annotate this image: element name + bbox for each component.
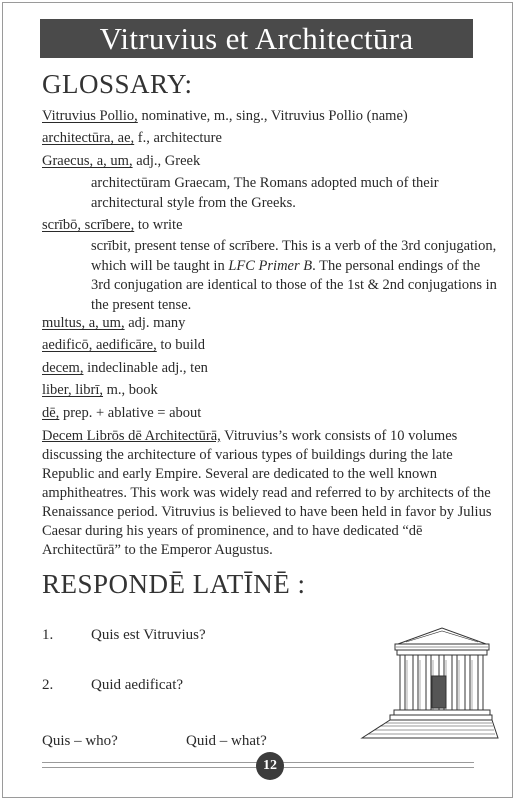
glossary-entry (42, 380, 497, 400)
headword: decem, (42, 360, 84, 376)
book-title: LFC Primer B (228, 257, 313, 274)
definition: adj., Greek (132, 153, 201, 169)
question-number: 1. (42, 627, 54, 643)
page-number: 12 (256, 752, 284, 780)
headword: architectūra, ae, (42, 130, 135, 146)
definition: prep. + ablative = about (59, 405, 202, 421)
definition: indeclinable adj., ten (83, 360, 208, 376)
definition: adj. many (124, 315, 186, 331)
headword: multus, a, um, (42, 315, 125, 331)
temple-illustration (360, 626, 500, 741)
definition: nominative, m., sing., Vitruvius Pollio (name) (137, 108, 408, 124)
vocab-hint: Quid – what? (186, 733, 267, 749)
headword: scrībō, scrībere, (42, 217, 135, 233)
glossary-entry (42, 106, 497, 126)
glossary-note (91, 237, 501, 315)
glossary-entry (42, 427, 502, 560)
title-banner (40, 19, 473, 58)
headword: liber, librī, (42, 382, 104, 398)
glossary-entry (42, 313, 497, 333)
headword: Vitruvius Pollio, (42, 108, 138, 124)
headword: aedificō, aedificāre, (42, 337, 157, 353)
headword: Graecus, a, um, (42, 153, 133, 169)
glossary-note: architectūram Graecam, The Romans adopted much of their architectural style from the Greeks. (91, 175, 439, 211)
note-text: scrībit, present tense of scrībere. This is a verb of the 3rd conjugation, which will be taught in (91, 238, 497, 274)
vocab-hint: Quis – who? (42, 733, 118, 749)
definition: m., book (103, 382, 158, 398)
question-number: 2. (42, 677, 54, 693)
headword: dē, (42, 405, 60, 421)
definition: to build (156, 337, 206, 353)
glossary-entry (42, 403, 497, 423)
glossary-entry (42, 128, 497, 148)
glossary-entry (42, 151, 497, 171)
page-title: Vitruvius et Architectūra (99, 21, 414, 56)
glossary-heading: GLOSSARY: (42, 69, 193, 99)
glossary-entry (42, 335, 497, 355)
respond-heading: RESPONDĒ LATĪNĒ : (42, 569, 306, 599)
question-text: Quis est Vitruvius? (91, 627, 206, 643)
definition: f., architecture (134, 130, 222, 146)
note-text: . The personal endings of the 3rd conjugation are identical to those of the 1st & 2nd conjugations in the present tense. (91, 257, 497, 313)
glossary-entry (42, 358, 497, 378)
definition: to write (134, 217, 183, 233)
headword: Decem Librōs dē Architectūrā, (42, 428, 221, 444)
question-text: Quid aedificat? (91, 677, 184, 693)
glossary-entry (42, 215, 497, 235)
definition: Vitruvius’s work consists of 10 volumes discussing the architecture of various types of buildings during the late Republic and early Empire. Several are dedicated to the well known amphitheatres. This work was widely read and referred to by architects of the Renaissance period. Vitruvius is believed to have been held in favor by Julius Caesar during his years of prominence, and to have dedicated “dē Architectūrā” to the Emperor Augustus. (42, 428, 492, 558)
